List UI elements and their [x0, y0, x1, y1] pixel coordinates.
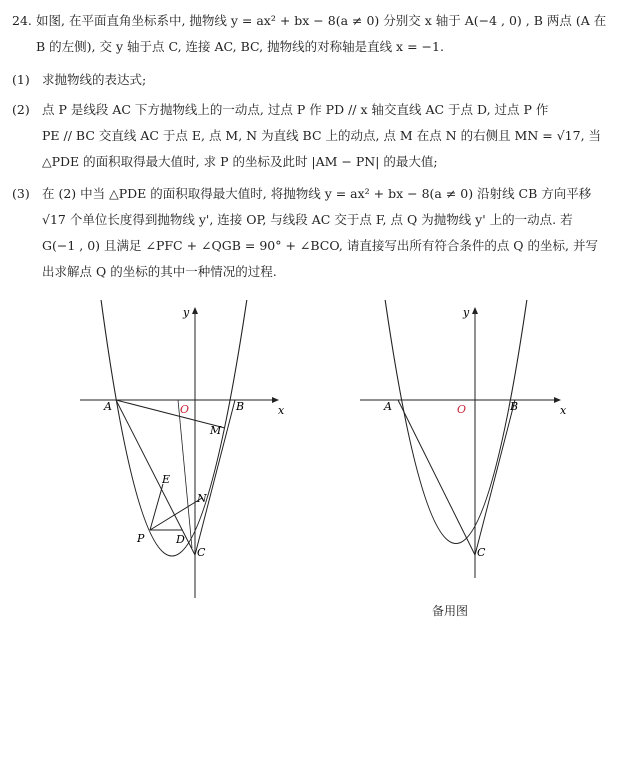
point-c-label: C — [477, 546, 486, 559]
question-2-line-2: PE // BC 交直线 AC 于点 E, 点 M, N 为直线 BC 上的动点, 点 M 在点 N 的右侧且 MN = √17, 当 — [42, 128, 602, 143]
point-c-label: C — [197, 546, 206, 559]
segment-am — [116, 400, 225, 428]
question-3-line-1: 在 (2) 中当 △PDE 的面积取得最大值时, 将抛物线 y = ax² + bx − 8(a ≠ 0) 沿射线 CB 方向平移 — [42, 186, 592, 201]
parabola-curve — [384, 300, 528, 544]
figure-2-backup-diagram — [350, 300, 575, 580]
question-2-label: (2) — [12, 102, 30, 117]
point-o-label: O — [180, 403, 190, 416]
question-2-line-3: △PDE 的面积取得最大值时, 求 P 的坐标及此时 |AM − PN| 的最大值; — [42, 154, 438, 169]
figure-2-caption: 备用图 — [432, 604, 469, 618]
problem-intro-line-1: 如图, 在平面直角坐标系中, 抛物线 y = ax² + bx − 8(a ≠ 0) 分别交 x 轴于 A(−4 , 0) , B 两点 (A 在 — [36, 13, 607, 28]
question-1-label: (1) — [12, 72, 30, 87]
question-3-line-4: 出求解点 Q 的坐标的其中一种情况的过程. — [42, 264, 277, 279]
parabola-curve — [100, 300, 248, 556]
question-1-text: 求抛物线的表达式; — [42, 72, 147, 87]
point-a-label: A — [104, 400, 112, 413]
question-2-line-1: 点 P 是线段 AC 下方抛物线上的一动点, 过点 P 作 PD // x 轴交直线 AC 于点 D, 过点 P 作 — [42, 102, 549, 117]
point-m-label: M — [210, 424, 222, 437]
y-axis-label: y — [463, 306, 470, 319]
point-d-label: D — [176, 533, 185, 546]
point-a-label: A — [384, 400, 392, 413]
segment-ac — [398, 400, 475, 555]
problem-number: 24. — [12, 13, 32, 28]
figure-1-parabola-diagram — [70, 300, 295, 600]
segment-bc — [475, 400, 515, 555]
point-b-label: B — [510, 400, 519, 413]
x-axis-label: x — [560, 404, 567, 417]
problem-intro-line-2: B 的左侧), 交 y 轴于点 C, 连接 AC, BC, 抛物线的对称轴是直线 x = −1. — [36, 39, 444, 54]
point-b-label: B — [236, 400, 245, 413]
point-n-label: N — [197, 492, 207, 505]
segment-ac — [116, 400, 195, 555]
question-3-line-3: G(−1 , 0) 且满足 ∠PFC + ∠QGB = 90° + ∠BCO, 请直接写出所有符合条件的点 Q 的坐标, 并写 — [42, 238, 598, 253]
y-axis-label: y — [183, 306, 190, 319]
question-3-line-2: √17 个单位长度得到抛物线 y', 连接 OP, 与线段 AC 交于点 F, 点 Q 为抛物线 y' 上的一动点. 若 — [42, 212, 573, 227]
x-axis-label: x — [278, 404, 285, 417]
point-o-label: O — [457, 403, 467, 416]
point-e-label: E — [162, 473, 171, 486]
question-3-label: (3) — [12, 186, 30, 201]
point-p-label: P — [137, 532, 145, 545]
